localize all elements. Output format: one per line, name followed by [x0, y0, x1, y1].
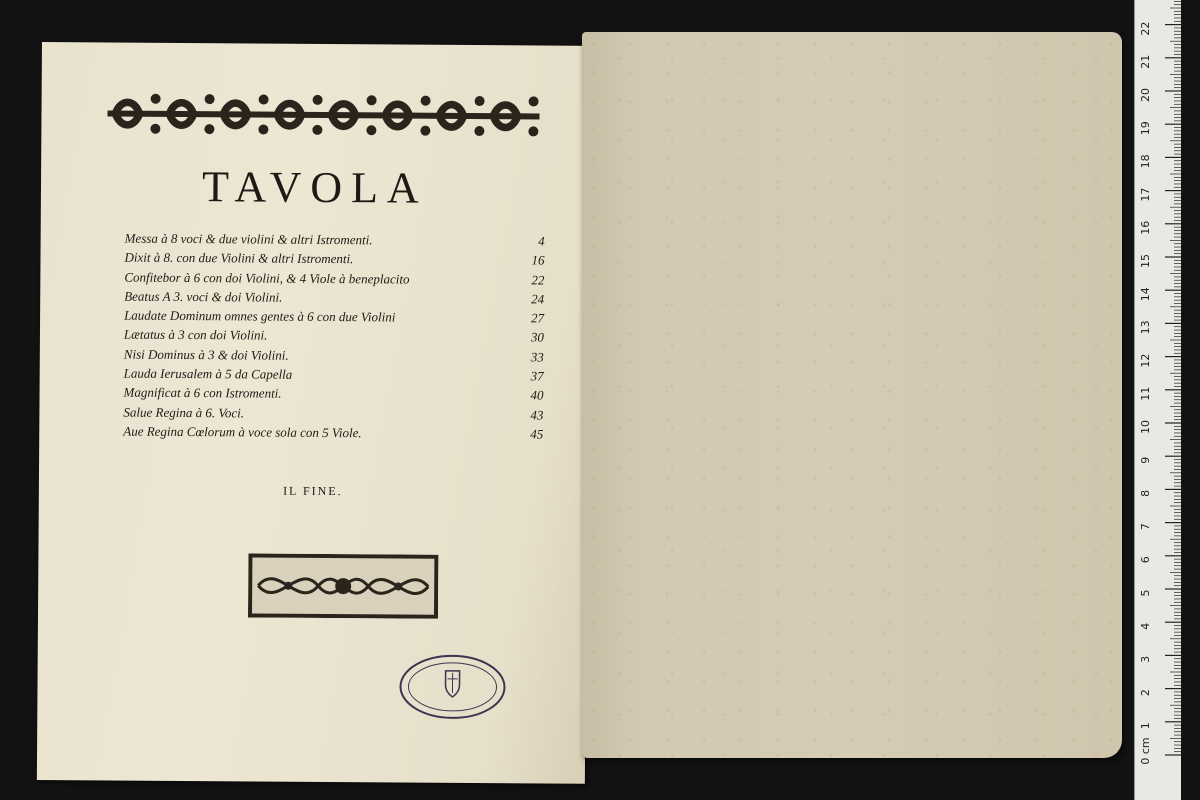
ruler-label: 5	[1139, 589, 1152, 597]
ruler-label: 16	[1139, 220, 1152, 235]
toc-entry-title: Dixit à 8. con due Violini & altri Istromenti.	[124, 249, 354, 267]
toc-page-number: 33	[530, 349, 544, 365]
toc-entry-title: Beatus A 3. voci & doi Violini.	[124, 288, 283, 305]
measurement-ruler	[1134, 0, 1181, 800]
toc-item	[123, 422, 543, 444]
toc-page-number: 24	[531, 291, 545, 307]
toc-page-number: 16	[531, 252, 545, 268]
page-title: TAVOLA	[201, 162, 428, 213]
toc-page-number: 43	[530, 407, 544, 423]
toc-page-number: 4	[538, 233, 545, 249]
toc-page-number: 45	[530, 426, 544, 442]
toc-entry-title: Laudate Dominum omnes gentes à 6 con due Violini	[124, 307, 396, 325]
toc-entry-title: Confitebor à 6 con doi Violini, & 4 Viole à beneplacito	[124, 269, 410, 287]
toc-entry-title: Lætatus à 3 con doi Violini.	[123, 327, 268, 344]
toc-entry-title: Nisi Dominus à 3 & doi Violini.	[123, 346, 289, 363]
ruler-label: 17	[1139, 187, 1152, 202]
ruler-label: 8	[1139, 489, 1152, 497]
ornament-tile	[107, 93, 161, 133]
ruler-label: 2	[1139, 689, 1152, 697]
left-page	[37, 42, 590, 784]
ruler-label: 18	[1139, 154, 1152, 169]
blank-endpaper	[582, 32, 1122, 758]
ruler-label: 7	[1139, 523, 1152, 531]
library-stamp	[397, 652, 507, 721]
toc-page-number: 22	[531, 272, 545, 288]
ruler-label: 21	[1139, 54, 1152, 69]
ruler-label: 6	[1139, 556, 1152, 564]
ruler-label: 4	[1139, 622, 1152, 630]
ruler-label: 1	[1139, 722, 1152, 730]
toc-entry-title: Messa à 8 voci & due violini & altri Istromenti.	[124, 230, 373, 248]
table-of-contents	[123, 229, 544, 444]
ruler-label: 3	[1139, 655, 1152, 663]
end-text: IL FINE.	[283, 483, 343, 499]
toc-page-number: 40	[530, 387, 544, 403]
ruler-scale	[1135, 0, 1181, 800]
ruler-label: 0 cm	[1139, 737, 1152, 765]
toc-page-number: 27	[531, 310, 545, 326]
toc-entry-title: Lauda Ierusalem à 5 da Capella	[123, 365, 293, 382]
ornament-border-top	[107, 88, 545, 141]
toc-entry-title: Salue Regina à 6. Voci.	[123, 404, 245, 421]
ruler-label: 14	[1139, 287, 1152, 302]
toc-page-number: 37	[530, 368, 544, 384]
ruler-label: 19	[1139, 121, 1152, 136]
ruler-label: 12	[1139, 353, 1152, 368]
ruler-label: 13	[1139, 320, 1152, 335]
ruler-label: 20	[1139, 88, 1152, 102]
ruler-label: 9	[1139, 456, 1152, 464]
ruler-label: 15	[1139, 254, 1152, 268]
toc-entry-title: Magnificat à 6 con Istromenti.	[123, 384, 282, 402]
crest-icon	[445, 671, 459, 697]
ornament-tailpiece	[248, 553, 438, 618]
toc-entry-title: Aue Regina Cœlorum à voce sola con 5 Viole.	[123, 423, 362, 441]
toc-page-number: 30	[530, 329, 545, 345]
ruler-label: 11	[1139, 386, 1152, 401]
ruler-label: 22	[1139, 21, 1152, 36]
ruler-label: 10	[1139, 420, 1152, 434]
